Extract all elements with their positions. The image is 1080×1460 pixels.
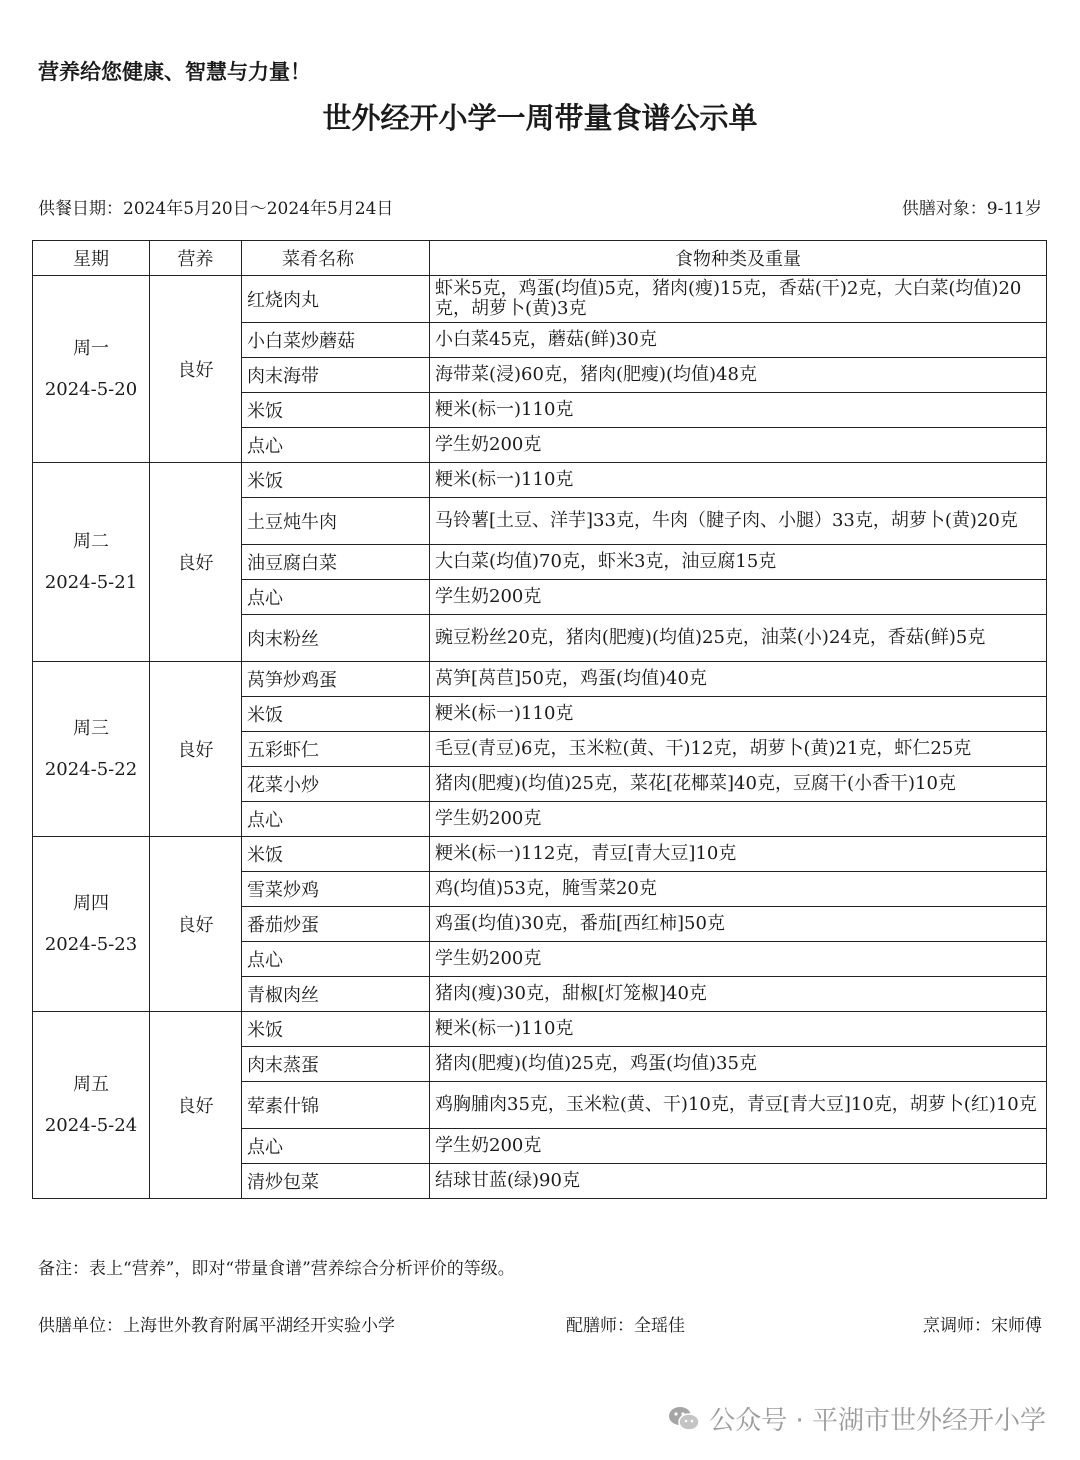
food-ingredients: 豌豆粉丝20克，猪肉(肥瘦)(均值)25克，油菜(小)24克，香菇(鲜)5克 xyxy=(430,615,1047,662)
menu-table xyxy=(32,240,1047,1199)
food-ingredients: 粳米(标一)110克 xyxy=(430,463,1047,498)
weekday-cell xyxy=(33,463,150,662)
page-title: 世外经开小学一周带量食谱公示单 xyxy=(322,101,758,135)
food-ingredients: 莴笋[莴苣]50克，鸡蛋(均值)40克 xyxy=(430,662,1047,697)
food-ingredients: 虾米5克，鸡蛋(均值)5克，猪肉(瘦)15克，香菇(干)2克，大白菜(均值)20克，胡萝卜(黄)3克 xyxy=(430,276,1047,323)
dish-name: 小白菜炒蘑菇 xyxy=(242,323,430,358)
slogan: 营养给您健康、智慧与力量！ xyxy=(38,60,311,84)
dish-name: 点心 xyxy=(242,580,430,615)
nutrition-rating: 良好 xyxy=(150,662,242,837)
dish-name: 米饭 xyxy=(242,463,430,498)
date-label: 2024-5-22 xyxy=(44,759,138,780)
dish-name: 番茄炒蛋 xyxy=(242,907,430,942)
dish-name: 莴笋炒鸡蛋 xyxy=(242,662,430,697)
food-ingredients: 学生奶200克 xyxy=(430,428,1047,463)
dish-name: 雪菜炒鸡 xyxy=(242,872,430,907)
cook: 烹调师：宋师傅 xyxy=(923,1316,1042,1336)
dish-name: 点心 xyxy=(242,1129,430,1164)
date-label: 2024-5-23 xyxy=(44,934,138,955)
weekday-cell xyxy=(33,837,150,1012)
weekday-label: 周五 xyxy=(73,1074,109,1095)
food-ingredients: 粳米(标一)112克，青豆[青大豆]10克 xyxy=(430,837,1047,872)
dish-name: 米饭 xyxy=(242,837,430,872)
food-ingredients: 海带菜(浸)60克，猪肉(肥瘦)(均值)48克 xyxy=(430,358,1047,393)
column-header-dish: 菜肴名称 xyxy=(242,241,430,276)
dish-name: 青椒肉丝 xyxy=(242,977,430,1012)
table-row xyxy=(33,837,1047,872)
dish-name: 土豆炖牛肉 xyxy=(242,498,430,545)
column-header-weekday: 星期 xyxy=(33,241,150,276)
food-ingredients: 粳米(标一)110克 xyxy=(430,697,1047,732)
nutrition-rating: 良好 xyxy=(150,463,242,662)
date-label: 2024-5-24 xyxy=(44,1115,138,1136)
food-ingredients: 学生奶200克 xyxy=(430,802,1047,837)
dish-name: 花菜小炒 xyxy=(242,767,430,802)
food-ingredients: 鸡胸脯肉35克，玉米粒(黄、干)10克，青豆[青大豆]10克，胡萝卜(红)10克 xyxy=(430,1082,1047,1129)
food-ingredients: 毛豆(青豆)6克，玉米粒(黄、干)12克，胡萝卜(黄)21克，虾仁25克 xyxy=(430,732,1047,767)
date-label: 2024-5-21 xyxy=(44,572,138,593)
dish-name: 点心 xyxy=(242,942,430,977)
food-ingredients: 粳米(标一)110克 xyxy=(430,393,1047,428)
dietitian: 配膳师：全瑶佳 xyxy=(566,1316,685,1336)
dish-name: 米饭 xyxy=(242,697,430,732)
table-row xyxy=(33,463,1047,498)
dish-name: 米饭 xyxy=(242,1012,430,1047)
dish-name: 点心 xyxy=(242,428,430,463)
dish-name: 肉末粉丝 xyxy=(242,615,430,662)
watermark xyxy=(667,1400,1046,1437)
target-age: 供膳对象：9-11岁 xyxy=(901,199,1042,219)
food-ingredients: 结球甘蓝(绿)90克 xyxy=(430,1164,1047,1199)
nutrition-rating: 良好 xyxy=(150,837,242,1012)
menu-body xyxy=(33,276,1047,1199)
wechat-icon xyxy=(667,1404,701,1434)
dish-name: 点心 xyxy=(242,802,430,837)
weekday-cell xyxy=(33,662,150,837)
dish-name: 红烧肉丸 xyxy=(242,276,430,323)
food-ingredients: 小白菜45克，蘑菇(鲜)30克 xyxy=(430,323,1047,358)
weekday-label: 周四 xyxy=(73,893,109,914)
nutrition-rating: 良好 xyxy=(150,1012,242,1199)
food-ingredients: 鸡(均值)53克，腌雪菜20克 xyxy=(430,872,1047,907)
food-ingredients: 马铃薯[土豆、洋芋]33克，牛肉（腱子肉、小腿）33克，胡萝卜(黄)20克 xyxy=(430,498,1047,545)
dish-name: 肉末蒸蛋 xyxy=(242,1047,430,1082)
food-ingredients: 猪肉(瘦)30克，甜椒[灯笼椒]40克 xyxy=(430,977,1047,1012)
food-ingredients: 大白菜(均值)70克，虾米3克，油豆腐15克 xyxy=(430,545,1047,580)
footnote: 备注：表上“营养”，即对“带量食谱”营养综合分析评价的等级。 xyxy=(38,1259,515,1279)
food-ingredients: 鸡蛋(均值)30克，番茄[西红柿]50克 xyxy=(430,907,1047,942)
dish-name: 清炒包菜 xyxy=(242,1164,430,1199)
food-ingredients: 学生奶200克 xyxy=(430,942,1047,977)
dish-name: 油豆腐白菜 xyxy=(242,545,430,580)
table-row xyxy=(33,276,1047,323)
food-ingredients: 粳米(标一)110克 xyxy=(430,1012,1047,1047)
food-ingredients: 学生奶200克 xyxy=(430,1129,1047,1164)
nutrition-rating: 良好 xyxy=(150,276,242,463)
table-row xyxy=(33,1012,1047,1047)
dish-name: 荤素什锦 xyxy=(242,1082,430,1129)
dish-name: 米饭 xyxy=(242,393,430,428)
date-label: 2024-5-20 xyxy=(44,379,138,400)
weekday-cell xyxy=(33,1012,150,1199)
column-header-food: 食物种类及重量 xyxy=(430,241,1047,276)
date-range: 供餐日期：2024年5月20日～2024年5月24日 xyxy=(38,199,394,219)
dish-name: 五彩虾仁 xyxy=(242,732,430,767)
supplier-unit: 供膳单位：上海世外教育附属平湖经开实验小学 xyxy=(38,1316,395,1336)
weekday-label: 周三 xyxy=(73,718,109,739)
column-header-nutrition: 营养 xyxy=(150,241,242,276)
table-header-row xyxy=(33,241,1047,276)
food-ingredients: 猪肉(肥瘦)(均值)25克，鸡蛋(均值)35克 xyxy=(430,1047,1047,1082)
dish-name: 肉末海带 xyxy=(242,358,430,393)
weekday-cell xyxy=(33,276,150,463)
food-ingredients: 学生奶200克 xyxy=(430,580,1047,615)
weekday-label: 周二 xyxy=(73,531,109,552)
food-ingredients: 猪肉(肥瘦)(均值)25克，菜花[花椰菜]40克，豆腐干(小香干)10克 xyxy=(430,767,1047,802)
watermark-text: 公众号 · 平湖市世外经开小学 xyxy=(709,1406,1046,1436)
table-row xyxy=(33,662,1047,697)
weekday-label: 周一 xyxy=(73,338,109,359)
